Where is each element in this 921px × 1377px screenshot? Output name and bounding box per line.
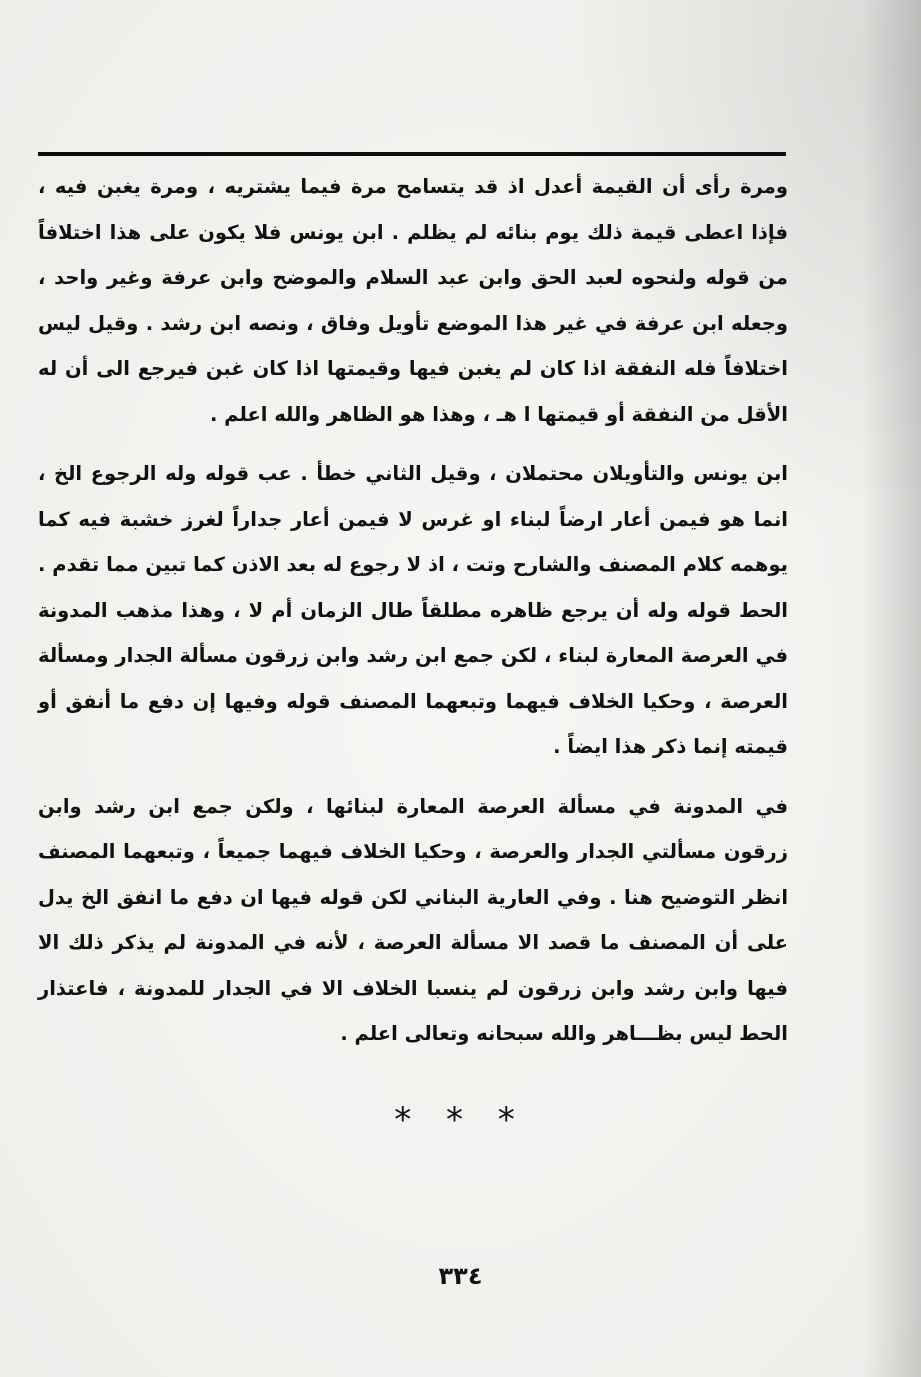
paragraph-1: ومرة رأى أن القيمة أعدل اذ قد يتسامح مرة فيما يشتريه ، ومرة يغبن فيه ، فإذا اعطى قيمة ذلك يوم بنائه لم يظلم . ابن يونس فلا يكون على هذا اختلافاً من قوله ولنحوه لعبد الحق وابن عبد السلام والموضح وابن عرفة وغير واحد ، وجعله ابن عرفة في غير هذا الموضع تأويل وفاق ، ونصه ابن رشد . وقيل ليس اختلافاً فله النفقة اذا كان لم يغبن فيها وقيمتها اذا كان غبن فيرجع الى أن له الأقل من النفقة أو قيمتها ا هـ ، وهذا هو الظاهر والله اعلم .	[38, 175, 788, 426]
page-edge-shadow	[861, 0, 921, 1377]
page-number: ٣٣٤	[438, 1262, 483, 1290]
section-ornament: * * *	[394, 1100, 527, 1140]
header-rule	[38, 152, 786, 156]
paragraph-3: في المدونة في مسألة العرصة المعارة لبنائها ، ولكن جمع ابن رشد وابن زرقون مسألتي الجدار والعرصة ، وحكيا الخلاف فيهما جميعاً ، وتبعهما المصنف انظر التوضيح هنا . وفي العارية البناني لكن قوله فيها ان دفع ما انفق الخ يدل على أن المصنف ما قصد الا مسألة العرصة ، لأنه في المدونة لم يذكر ذلك الا فيها وابن رشد وابن زرقون لم ينسبا الخلاف الا في الجدار للمدونة ، فاعتذار الحط ليس بظـــاهر والله سبحانه وتعالى اعلم .	[38, 794, 788, 1045]
paragraph-2: ابن يونس والتأويلان محتملان ، وقيل الثاني خطأ . عب قوله وله الرجوع الخ ، انما هو فيمن أعار ارضاً لبناء او غرس لا فيمن أعار جداراً لغرز خشبة فيه كما يوهمه كلام المصنف والشارح وتت ، اذ لا رجوع له بعد الاذن كما تبين مما تقدم . الحط قوله وله أن يرجع ظاهره مطلقاً طال الزمان أم لا ، وهذا مذهب المدونة في العرصة المعارة لبناء ، لكن جمع ابن رشد وابن زرقون مسألة الجدار ومسألة العرصة ، وحكيا الخلاف فيهما وتبعهما المصنف قوله وفيها إن دفع ما أنفق أو قيمته إنما ذكر هذا ايضاً .	[38, 462, 788, 758]
body-text	[38, 164, 788, 1057]
